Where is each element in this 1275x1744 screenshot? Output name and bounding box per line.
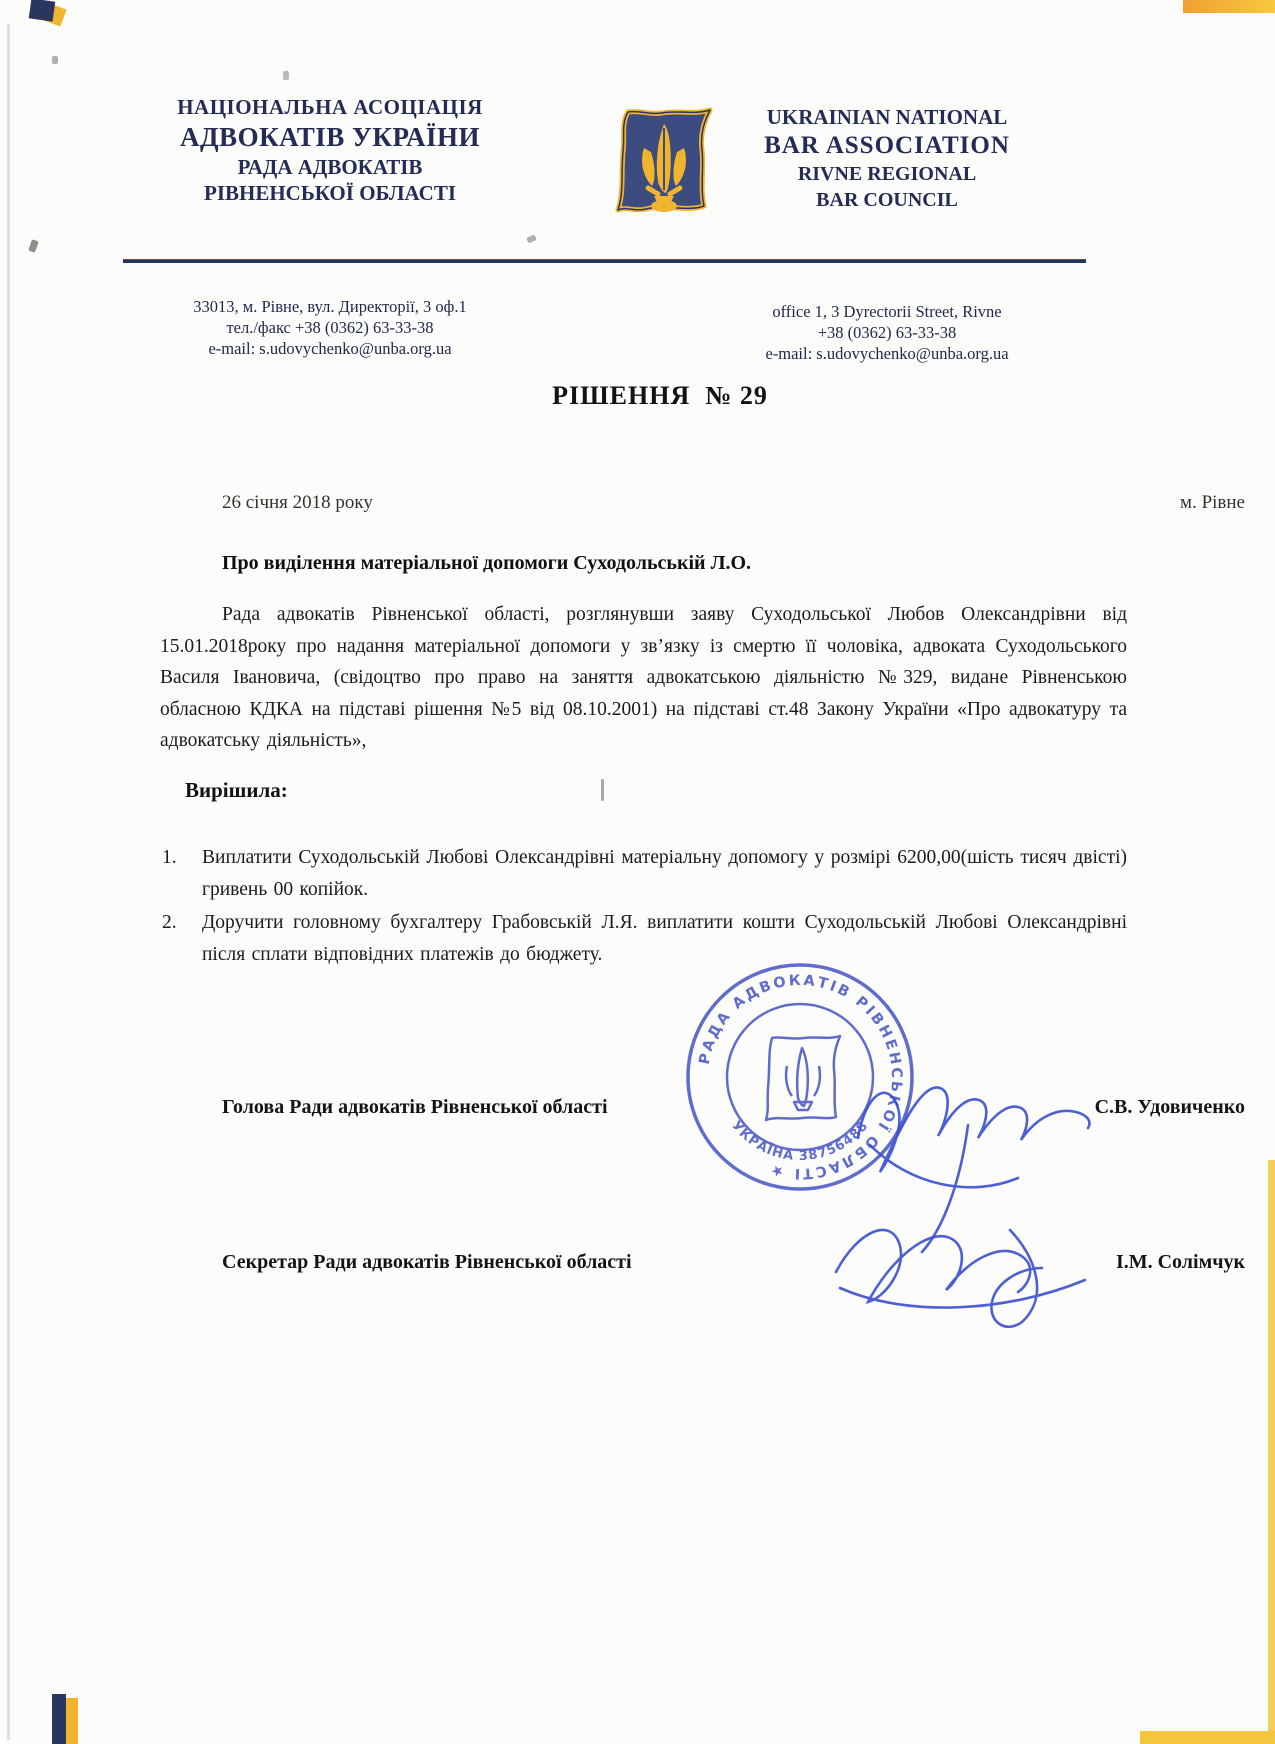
address-en-line2: +38 (0362) 63-33-38 — [817, 323, 957, 342]
scan-corner-navy-bottom-left — [52, 1694, 66, 1744]
org-en-line3: RIVNE REGIONAL — [797, 163, 977, 185]
document-subject: Про виділення матеріальної допомоги Суходольській Л.О. — [222, 552, 752, 574]
org-name-english — [712, 104, 1062, 213]
org-ua-line2: АДВОКАТІВ УКРАЇНИ — [179, 122, 480, 152]
scan-strip-bottom-right — [1140, 1731, 1275, 1744]
org-en-line2: BAR ASSOCIATION — [764, 132, 1010, 159]
scan-shadow-left-edge — [7, 24, 10, 1740]
signature-role-secretary: Секретар Ради адвокатів Рівненської області — [222, 1251, 632, 1273]
date-place-line — [222, 492, 1245, 514]
signature-role-head: Голова Ради адвокатів Рівненської області — [222, 1096, 608, 1118]
document-body-paragraph: Рада адвокатів Рівненської області, розглянувши заяву Суходольської Любов Олександрівни від 15.01.2018року про надання матеріальної допомоги у зв’язку із смертю її чоловіка, адвоката Суходольського Василя Івановича, (свідоцтво про право на заняття адвокатською діяльністю №329, видане Рівненською обласною КДКА на підставі рішення №5 від 08.10.2001) на підставі ст.48 Закону України «Про адвокатуру та адвокатську діяльність», — [160, 604, 1127, 751]
address-ukrainian — [150, 296, 510, 359]
stamp-ring-text: РАДА АДВОКАТІВ РІВНЕНСЬКОЇ ОБЛАСТІ ★ — [696, 972, 905, 1182]
resolution-item: Виплатити Суходольській Любові Олександрівні матеріальну допомогу у розмірі 6200,00(шість тисяч двісті) гривень 00 копійок. — [202, 847, 1127, 900]
resolutions-list — [160, 842, 1127, 972]
scan-strip-top-right — [1183, 0, 1275, 13]
signature-row-secretary — [222, 1251, 1245, 1274]
scan-speck — [601, 779, 604, 801]
address-ua-email: e-mail: s.udovychenko@unba.org.ua — [208, 339, 452, 358]
resolved-label: Вирішила: — [185, 778, 288, 802]
org-name-ukrainian — [150, 94, 510, 206]
scan-strip-right-edge — [1268, 1160, 1275, 1744]
scan-speck — [52, 56, 58, 64]
round-stamp-icon — [688, 965, 912, 1189]
org-ua-line3: РАДА АДВОКАТІВ — [237, 155, 423, 179]
signature-row-head — [222, 1096, 1245, 1119]
org-ua-line1: НАЦІОНАЛЬНА АСОЦІАЦІЯ — [177, 95, 483, 119]
svg-text:УКРАЇНА 38756488 — [728, 1118, 871, 1164]
scan-corner-navy-top-left — [29, 0, 56, 22]
address-en-email: e-mail: s.udovychenko@unba.org.ua — [765, 344, 1009, 363]
address-ua-line1: 33013, м. Рівне, вул. Директорії, 3 оф.1 — [193, 297, 467, 316]
signature-name-head: С.В. Удовиченко — [1094, 1096, 1245, 1118]
scan-speck — [28, 239, 39, 253]
scan-speck — [283, 71, 289, 80]
org-ua-line4: РІВНЕНСЬКОЇ ОБЛАСТІ — [204, 181, 456, 205]
document-title: РІШЕННЯ № 29 — [552, 381, 768, 410]
stamp-bottom-text: УКРАЇНА 38756488 — [728, 1118, 872, 1165]
header-divider-line — [123, 259, 1086, 263]
document-date: 26 січня 2018 року — [222, 492, 373, 513]
org-en-line4: BAR COUNCIL — [816, 189, 958, 211]
document-place: м. Рівне — [1180, 492, 1245, 513]
scan-corner-gold-bottom-left — [66, 1698, 78, 1744]
address-en-line1: office 1, 3 Dyrectorii Street, Rivne — [772, 302, 1002, 321]
address-english — [712, 301, 1062, 364]
signature-ink-secretary — [836, 1230, 1085, 1327]
org-en-line1: UKRAINIAN NATIONAL — [766, 105, 1008, 129]
signature-name-secretary: І.М. Солімчук — [1115, 1251, 1245, 1273]
address-ua-line2: тел./факс +38 (0362) 63-33-38 — [226, 318, 434, 337]
resolution-item: Доручити головному бухгалтеру Грабовській Л.Я. виплатити кошти Суходольській Любові Олександрівні після сплати відповідних платежів до бюджету. — [202, 912, 1127, 965]
unba-logo-icon — [598, 96, 730, 238]
stamp-and-signatures-overlay — [540, 930, 1140, 1350]
scan-speck — [526, 234, 537, 243]
svg-text:РАДА АДВОКАТІВ РІВНЕНСЬКОЇ ОБЛ — [697, 973, 904, 1181]
